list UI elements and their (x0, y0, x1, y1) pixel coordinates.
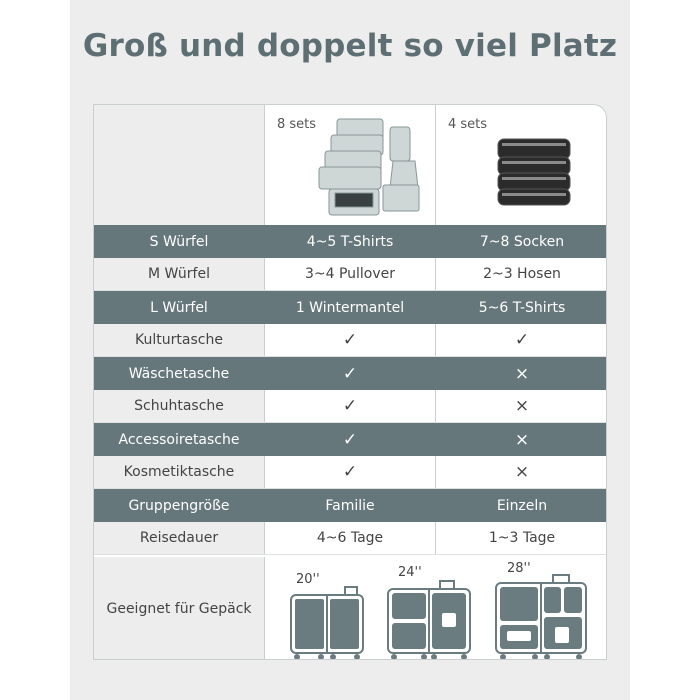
table-row (94, 291, 607, 324)
table-row (94, 357, 607, 390)
table-row (94, 522, 607, 555)
suitcase-28-icon (493, 573, 589, 660)
row-value: 1 Wintermantel (295, 299, 405, 316)
row-label: M Würfel (94, 258, 264, 290)
check-icon: ✓ (264, 456, 436, 488)
check-icon: ✓ (264, 324, 436, 356)
packing-cubes-4-image (436, 105, 607, 225)
row-label: Gruppengröße (128, 497, 230, 514)
cross-icon: × (514, 462, 530, 482)
page-title: Groß und doppelt so viel Platz (82, 28, 618, 64)
row-value: 3~4 Pullover (264, 258, 436, 290)
header-4-sets (436, 105, 607, 225)
row-label: Wäschetasche (128, 365, 230, 382)
row-label: Accessoiretasche (118, 431, 240, 448)
header-8-sets-label: 8 sets (277, 117, 317, 132)
table-row (94, 390, 607, 423)
luggage-illustrations (264, 557, 607, 660)
row-label: Kosmetiktasche (94, 456, 264, 488)
row-value: 1~3 Tage (488, 530, 556, 546)
header-4-sets-label: 4 sets (448, 117, 488, 132)
table-row (94, 489, 607, 522)
row-value: 5~6 T-Shirts (478, 299, 566, 316)
table-row (94, 423, 607, 456)
table-row (94, 225, 607, 258)
table-row (94, 258, 607, 291)
table-row (94, 324, 607, 357)
cross-icon: × (514, 396, 530, 416)
row-value: Familie (325, 497, 375, 514)
table-row (94, 456, 607, 489)
row-label: Schuhtasche (94, 390, 264, 422)
comparison-table (93, 104, 607, 660)
suitcase-24-icon (384, 579, 474, 660)
row-value: 2~3 Hosen (483, 266, 561, 282)
row-value: 4~5 T-Shirts (306, 233, 394, 250)
row-value: Einzeln (496, 497, 548, 514)
check-icon: ✓ (264, 390, 436, 422)
suitcase-20-icon (285, 585, 369, 660)
luggage-row (94, 557, 607, 660)
luggage-label: Geeignet für Gepäck (94, 557, 264, 660)
row-label: Kulturtasche (94, 324, 264, 356)
header-empty-cell (94, 105, 264, 225)
row-value: 4~6 Tage (264, 522, 436, 554)
header-8-sets (264, 105, 436, 225)
row-label: L Würfel (150, 299, 208, 316)
check-icon: ✓ (514, 330, 530, 350)
row-value: 7~8 Socken (479, 233, 565, 250)
size-label-20: 20'' (296, 572, 320, 587)
size-label-28: 28'' (507, 561, 531, 576)
row-label: Reisedauer (94, 522, 264, 554)
check-icon: ✓ (342, 363, 358, 384)
row-label: S Würfel (149, 233, 209, 250)
check-icon: ✓ (342, 429, 358, 450)
cross-icon: × (514, 429, 530, 450)
packing-cubes-8-image (265, 105, 437, 225)
cross-icon: × (514, 363, 530, 384)
size-label-24: 24'' (398, 565, 422, 580)
